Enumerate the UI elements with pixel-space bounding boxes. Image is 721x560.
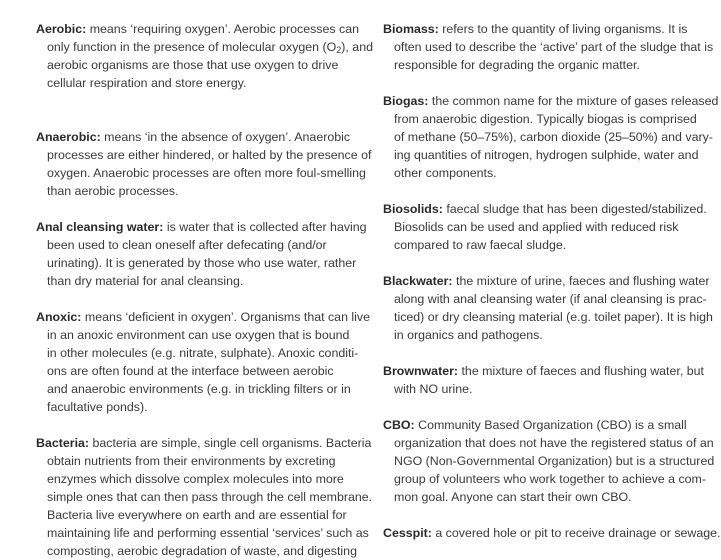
glossary-column-left — [36, 20, 373, 560]
glossary-definition: faecal sludge that has been digested/stabilized. — [442, 202, 707, 216]
glossary-definition: Biosolids can be used and applied with reduced risk — [394, 220, 679, 234]
glossary-definition: than aerobic processes. — [47, 184, 179, 198]
glossary-definition: ing quantities of nitrogen, hydrogen sulphide, water and — [394, 148, 699, 162]
glossary-entry-blackwater — [383, 272, 713, 344]
glossary-definition: Bacteria live everywhere on earth and are essential for — [47, 508, 347, 522]
glossary-definition: processes are either hindered, or halted by the presence of — [47, 148, 372, 162]
glossary-term: Anaerobic: — [36, 130, 101, 144]
glossary-definition: from anaerobic digestion. Typically biogas is comprised — [394, 112, 697, 126]
glossary-definition: often used to describe the ‘active’ part of the sludge that is — [394, 40, 714, 54]
glossary-definition: ticed) or dry cleansing material (e.g. toilet paper). It is high — [394, 310, 713, 324]
glossary-definition: a covered hole or pit to receive drainage or sewage. — [431, 526, 721, 540]
glossary-definition: means ‘deficient in oxygen’. Organisms that can live — [81, 310, 371, 324]
glossary-entry-anal-cleansing-water — [36, 218, 366, 290]
glossary-entry-cbo — [383, 416, 713, 506]
glossary-term: Aerobic: — [36, 22, 87, 36]
glossary-definition: organization that does not have the registered status of an — [394, 436, 714, 450]
glossary-definition: the mixture of urine, faeces and flushing water — [452, 274, 710, 288]
glossary-definition: means ‘requiring oxygen’. Aerobic processes can — [86, 22, 360, 36]
subscript: 2 — [336, 45, 342, 55]
glossary-term: Blackwater: — [383, 274, 453, 288]
glossary-entry-aerobic — [36, 20, 373, 92]
glossary-entry-anoxic — [36, 308, 371, 416]
glossary-entry-cesspit — [383, 524, 721, 542]
glossary-definition: aerobic organisms are those that use oxygen to drive — [47, 58, 339, 72]
glossary-definition: group of volunteers who work together to achieve a com- — [394, 472, 706, 486]
glossary-definition: been used to clean oneself after defecating (and/or — [47, 238, 327, 252]
glossary-definition: cellular respiration and store energy. — [47, 76, 247, 90]
glossary-term: CBO: — [383, 418, 415, 432]
glossary-entry-brownwater — [383, 362, 713, 398]
glossary-definition: bacteria are simple, single cell organisms. Bacteria — [89, 436, 372, 450]
glossary-term: Brownwater: — [383, 364, 459, 378]
glossary-definition: maintaining life and performing essential ‘services’ such as — [47, 526, 369, 540]
glossary-definition: along with anal cleansing water (if anal cleansing is prac- — [394, 292, 707, 306]
glossary-definition: urinating). It is generated by those who use water, rather — [47, 256, 357, 270]
glossary-term: Anal cleansing water: — [36, 220, 164, 234]
glossary-definition: other components. — [394, 166, 497, 180]
glossary-definition: enzymes which dissolve complex molecules into more — [47, 472, 344, 486]
glossary-definition: with NO urine. — [394, 382, 473, 396]
glossary-definition: Community Based Organization (CBO) is a small — [414, 418, 687, 432]
glossary-definition: oxygen. Anaerobic processes are often more foul-smelling — [47, 166, 366, 180]
glossary-definition: the common name for the mixture of gases released — [428, 94, 719, 108]
glossary-definition: means ‘in the absence of oxygen’. Anaerobic — [100, 130, 351, 144]
glossary-definition: the mixture of faeces and flushing water, but — [458, 364, 704, 378]
glossary-definition: in an anoxic environment can use oxygen that is bound — [47, 328, 350, 342]
glossary-definition: compared to raw faecal sludge. — [394, 238, 567, 252]
glossary-definition: obtain nutrients from their environments by excreting — [47, 454, 336, 468]
glossary-definition: in organics and pathogens. — [394, 328, 543, 342]
glossary-definition: is water that is collected after having — [163, 220, 367, 234]
glossary-term: Anoxic: — [36, 310, 82, 324]
glossary-entry-biomass — [383, 20, 713, 74]
glossary-term: Cesspit: — [383, 526, 432, 540]
glossary-definition: composting, aerobic degradation of waste, and digesting — [47, 544, 357, 558]
glossary-definition: ons are often found at the interface between aerobic — [47, 364, 334, 378]
glossary-entry-biogas — [383, 92, 719, 182]
glossary-definition: NGO (Non-Governmental Organization) but is a structured — [394, 454, 715, 468]
glossary-definition: refers to the quantity of living organisms. It is — [438, 22, 688, 36]
glossary-definition: facultative ponds). — [47, 400, 148, 414]
glossary-term: Biomass: — [383, 22, 439, 36]
glossary-column-right — [383, 20, 721, 542]
glossary-definition: ), and — [341, 40, 373, 54]
glossary-term: Bacteria: — [36, 436, 90, 450]
glossary-definition: and anaerobic environments (e.g. in trickling filters or in — [47, 382, 351, 396]
glossary-entry-anaerobic — [36, 128, 372, 200]
glossary-definition: responsible for degrading the organic matter. — [394, 58, 640, 72]
glossary-term: Biosolids: — [383, 202, 443, 216]
glossary-entry-bacteria — [36, 434, 373, 560]
glossary-definition: mon goal. Anyone can start their own CBO. — [394, 490, 632, 504]
glossary-definition: than dry material for anal cleansing. — [47, 274, 244, 288]
glossary-definition: simple ones that can then pass through the cell membrane. — [47, 490, 373, 504]
glossary-definition: in other molecules (e.g. nitrate, sulphate). Anoxic conditi- — [47, 346, 359, 360]
glossary-definition: of methane (50–75%), carbon dioxide (25–50%) and vary- — [394, 130, 713, 144]
glossary-entry-biosolids — [383, 200, 713, 254]
glossary-definition: only function in the presence of molecular oxygen (O — [47, 40, 337, 54]
glossary-term: Biogas: — [383, 94, 429, 108]
